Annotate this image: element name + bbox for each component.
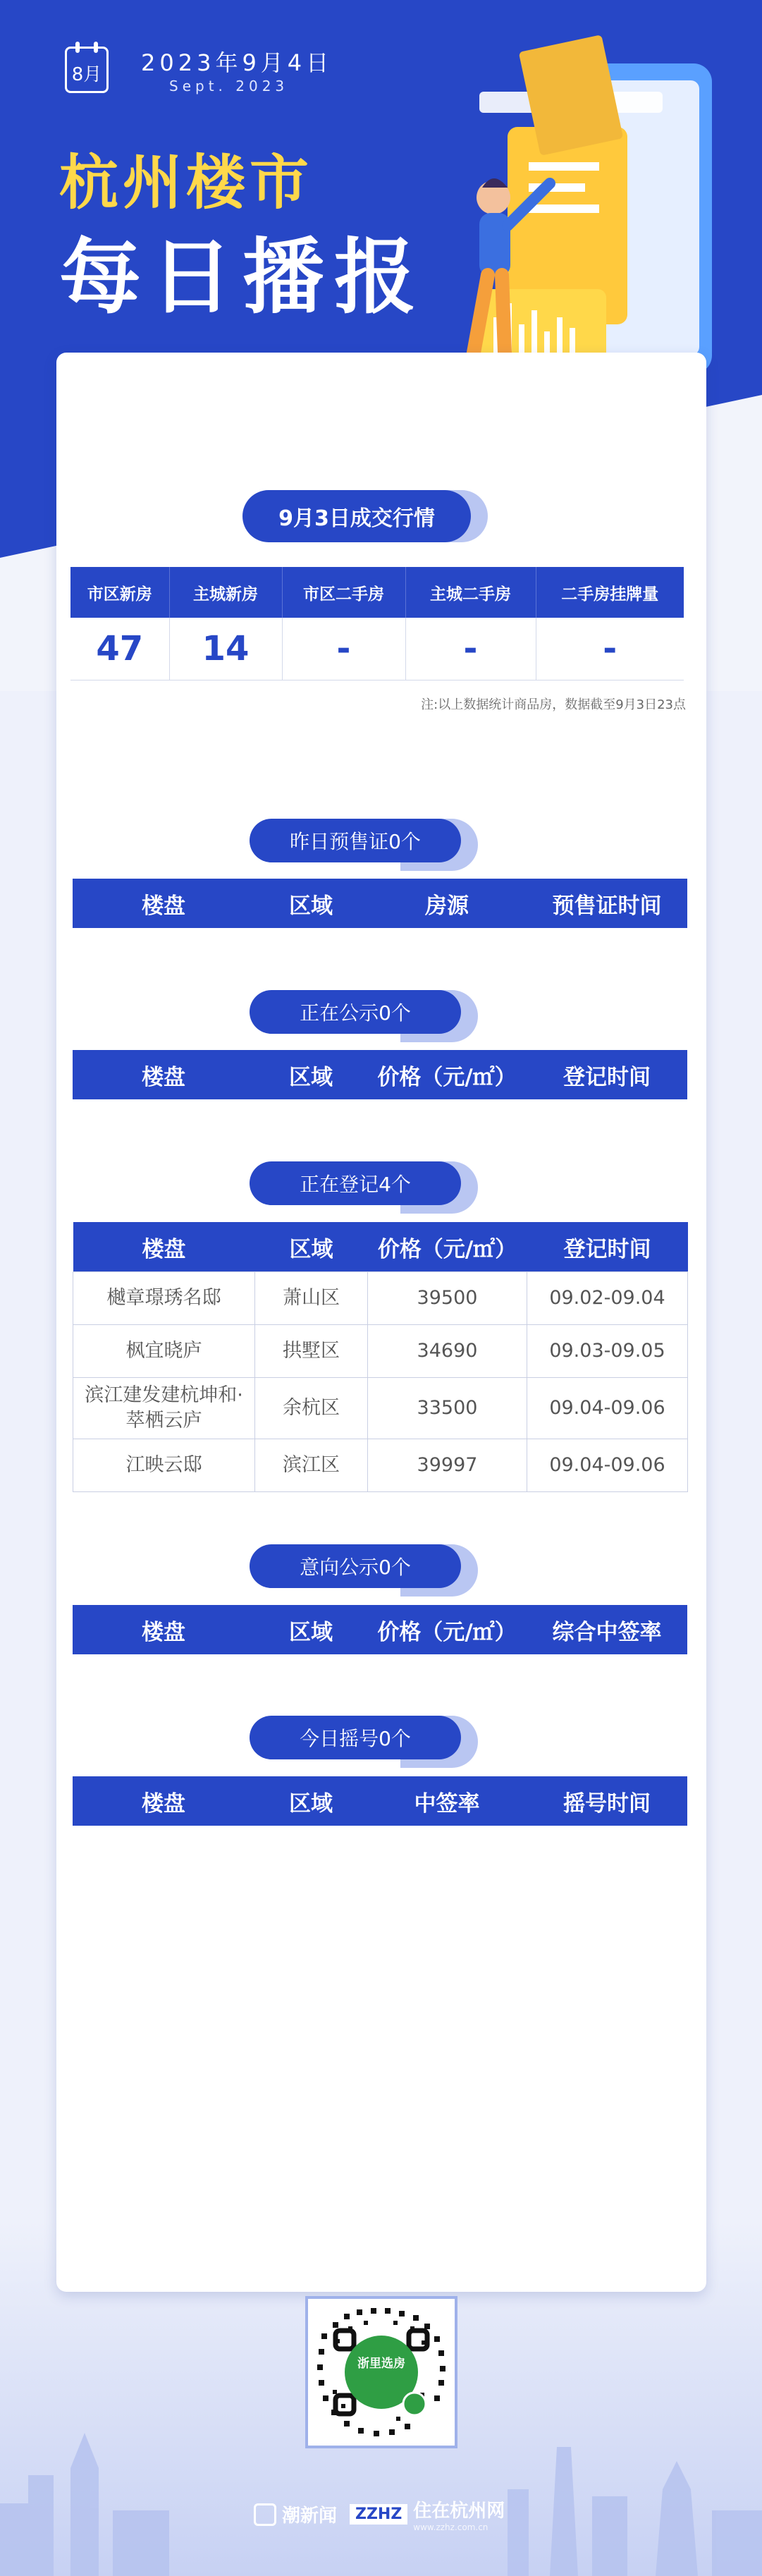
project-district: 滨江区 xyxy=(255,1439,368,1492)
public-header-row xyxy=(73,1050,687,1099)
footer-logos xyxy=(254,2496,505,2532)
qr-code-pattern xyxy=(314,2305,448,2439)
deals-value-row xyxy=(70,618,684,680)
deals-col: 市区二手房 xyxy=(282,567,405,618)
project-name: 滨江建发建杭坤和·萃栖云庐 xyxy=(73,1378,255,1439)
lottery-heading-label: 今日摇号0个 xyxy=(250,1716,461,1759)
zzhz-logo xyxy=(350,2496,505,2532)
registering-col: 登记时间 xyxy=(527,1222,688,1272)
project-time: 09.02-09.04 xyxy=(527,1272,688,1325)
deals-value: - xyxy=(282,618,405,680)
intent-header-row xyxy=(73,1605,687,1654)
intent-col: 区域 xyxy=(254,1605,367,1654)
project-price: 34690 xyxy=(368,1325,527,1378)
registering-heading xyxy=(250,1161,461,1214)
deals-heading-label: 9月3日成交行情 xyxy=(242,490,471,542)
deals-col: 主城新房 xyxy=(169,567,282,618)
deals-note: 注:以上数据统计商品房，数据截至9月3日23点 xyxy=(421,697,686,712)
table-row xyxy=(73,1272,688,1325)
lottery-col: 摇号时间 xyxy=(527,1776,687,1826)
registering-table xyxy=(73,1222,688,1492)
project-price: 39997 xyxy=(368,1439,527,1492)
presale-col: 预售证时间 xyxy=(527,879,687,928)
public-col: 登记时间 xyxy=(527,1050,687,1099)
date-cn: 2023年9月4日 xyxy=(141,49,333,76)
date-en: Sept. 2023 xyxy=(169,78,289,94)
qr-label: 浙里选房 xyxy=(357,2357,405,2371)
presale-col: 楼盘 xyxy=(73,879,254,928)
project-district: 拱墅区 xyxy=(255,1325,368,1378)
public-col: 楼盘 xyxy=(73,1050,254,1099)
project-price: 33500 xyxy=(368,1378,527,1439)
presale-heading-label: 昨日预售证0个 xyxy=(250,819,461,862)
zzhz-url: www.zzhz.com.cn xyxy=(413,2522,488,2532)
project-time: 09.03-09.05 xyxy=(527,1325,688,1378)
project-price: 39500 xyxy=(368,1272,527,1325)
deals-heading xyxy=(242,490,471,542)
presale-col: 房源 xyxy=(367,879,527,928)
zzhz-label: 住在杭州网 xyxy=(413,2501,505,2522)
project-name: 枫宜晓庐 xyxy=(73,1325,255,1378)
chao-news-logo xyxy=(254,2501,337,2527)
registering-col: 楼盘 xyxy=(73,1222,255,1272)
lottery-col: 区域 xyxy=(254,1776,367,1826)
public-heading xyxy=(250,990,461,1042)
calendar-month: 8月 xyxy=(71,64,102,85)
table-row xyxy=(73,1378,688,1439)
calendar-icon xyxy=(65,47,109,93)
lottery-header-row xyxy=(73,1776,687,1826)
public-table xyxy=(73,1050,687,1099)
registering-col: 价格（元/㎡） xyxy=(368,1222,527,1272)
deals-value: 47 xyxy=(70,618,169,680)
project-time: 09.04-09.06 xyxy=(527,1439,688,1492)
lottery-table xyxy=(73,1776,687,1826)
lottery-col: 楼盘 xyxy=(73,1776,254,1826)
mini-program-icon xyxy=(403,2393,426,2415)
registering-col: 区域 xyxy=(255,1222,368,1272)
intent-table xyxy=(73,1605,687,1654)
intent-heading xyxy=(250,1544,461,1597)
presale-heading xyxy=(250,819,461,871)
table-row xyxy=(73,1325,688,1378)
deals-col: 市区新房 xyxy=(70,567,169,618)
presale-col: 区域 xyxy=(254,879,367,928)
presale-table xyxy=(73,879,687,928)
deals-header-row xyxy=(70,567,684,618)
lottery-col: 中签率 xyxy=(367,1776,527,1826)
project-name: 江映云邸 xyxy=(73,1439,255,1492)
public-col: 价格（元/㎡） xyxy=(367,1050,527,1099)
deals-table xyxy=(70,567,684,680)
table-row xyxy=(73,1439,688,1492)
deals-value: 14 xyxy=(169,618,282,680)
intent-col: 楼盘 xyxy=(73,1605,254,1654)
registering-heading-label: 正在登记4个 xyxy=(250,1161,461,1205)
project-district: 余杭区 xyxy=(255,1378,368,1439)
title-line1: 杭州楼市 xyxy=(59,148,314,217)
presale-header-row xyxy=(73,879,687,928)
project-time: 09.04-09.06 xyxy=(527,1378,688,1439)
public-heading-label: 正在公示0个 xyxy=(250,990,461,1034)
qr-code[interactable] xyxy=(305,2296,457,2448)
deals-col: 主城二手房 xyxy=(405,567,536,618)
intent-col: 综合中签率 xyxy=(527,1605,687,1654)
zzhz-mark: ZZHZ xyxy=(350,2504,407,2525)
chao-news-label: 潮新闻 xyxy=(282,2505,338,2527)
project-name: 樾章璟琇名邸 xyxy=(73,1272,255,1325)
chao-news-icon xyxy=(254,2503,276,2526)
intent-heading-label: 意向公示0个 xyxy=(250,1544,461,1588)
project-district: 萧山区 xyxy=(255,1272,368,1325)
intent-col: 价格（元/㎡） xyxy=(367,1605,527,1654)
registering-header-row xyxy=(73,1222,688,1272)
deals-value: - xyxy=(405,618,536,680)
title-line2: 每日播报 xyxy=(59,230,426,325)
public-col: 区域 xyxy=(254,1050,367,1099)
deals-col: 二手房挂牌量 xyxy=(536,567,684,618)
lottery-heading xyxy=(250,1716,461,1768)
deals-value: - xyxy=(536,618,684,680)
